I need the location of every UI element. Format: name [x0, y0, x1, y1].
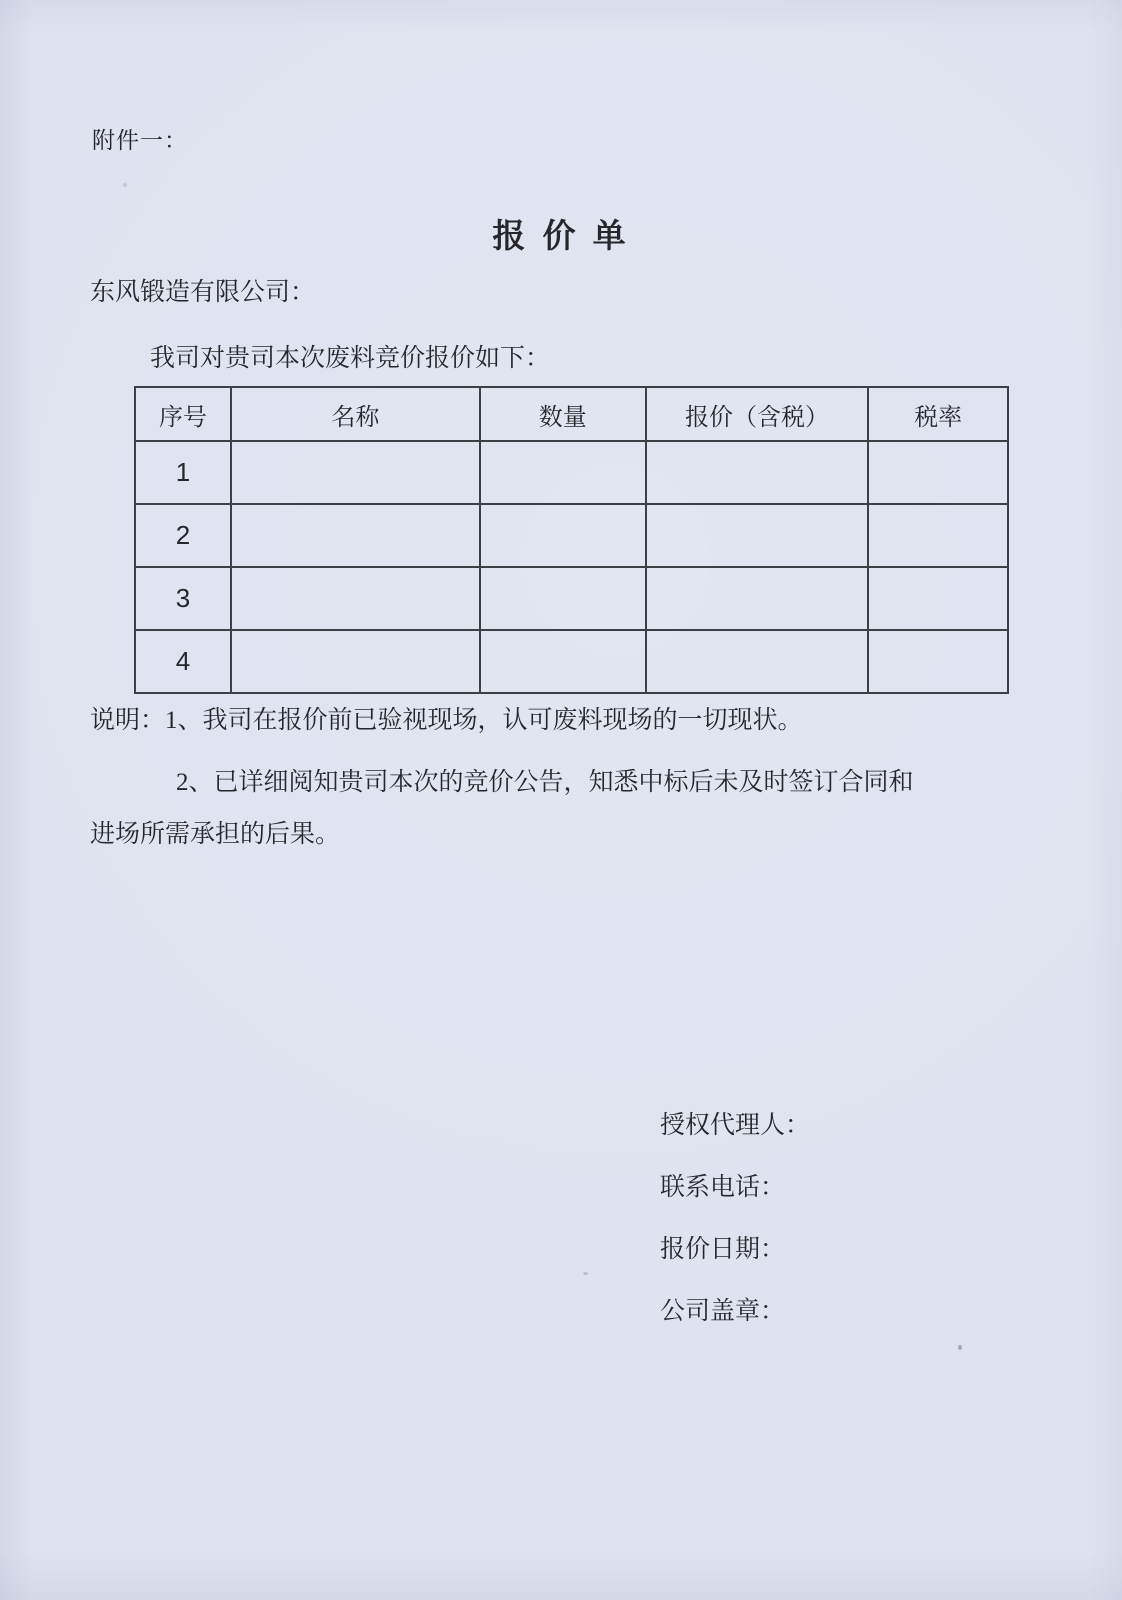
- quantity-cell: [480, 567, 646, 630]
- note-line-2: 2、已详细阅知贵司本次的竞价公告，知悉中标后未及时签订合同和: [176, 769, 914, 796]
- col-header-index: 序号: [135, 387, 231, 441]
- row-index-cell: 1: [135, 441, 231, 504]
- quantity-cell: [480, 630, 646, 693]
- name-cell: [231, 630, 480, 693]
- authorized-agent-label: 授权代理人：: [660, 1112, 811, 1139]
- note-line-3: 进场所需承担的后果。: [90, 821, 341, 848]
- col-header-quantity: 数量: [480, 387, 646, 441]
- company-seal-label: 公司盖章：: [660, 1298, 786, 1325]
- quantity-cell: [480, 504, 646, 567]
- tax-rate-cell: [868, 441, 1008, 504]
- page-title: 报 价 单: [492, 217, 630, 254]
- attachment-label: 附件一：: [92, 128, 188, 153]
- row-index-cell: 4: [135, 630, 231, 693]
- recipient-line: 东风锻造有限公司：: [90, 279, 316, 306]
- tax-rate-cell: [868, 630, 1008, 693]
- quotation-table: [134, 386, 1009, 694]
- price-cell: [646, 441, 869, 504]
- table-row: [135, 504, 1008, 567]
- name-cell: [231, 567, 480, 630]
- quantity-cell: [480, 441, 646, 504]
- tax-rate-cell: [868, 567, 1008, 630]
- quote-date-label: 报价日期：: [660, 1236, 786, 1263]
- table-row: [135, 630, 1008, 693]
- intro-line: 我司对贵司本次废料竞价报价如下：: [150, 345, 551, 372]
- row-index-cell: 2: [135, 504, 231, 567]
- price-cell: [646, 630, 869, 693]
- row-index-cell: 3: [135, 567, 231, 630]
- contact-phone-label: 联系电话：: [660, 1174, 786, 1201]
- col-header-price: 报价（含税）: [646, 387, 869, 441]
- note-line-1: 说明：1、我司在报价前已验视现场，认可废料现场的一切现状。: [90, 707, 803, 734]
- name-cell: [231, 504, 480, 567]
- signature-block: [660, 1110, 810, 1358]
- tax-rate-cell: [868, 504, 1008, 567]
- col-header-name: 名称: [231, 387, 480, 441]
- scan-speck: [583, 1272, 588, 1275]
- table-row: [135, 567, 1008, 630]
- scan-speck: [123, 183, 127, 187]
- name-cell: [231, 441, 480, 504]
- col-header-tax-rate: 税率: [868, 387, 1008, 441]
- scan-speck: [958, 1345, 962, 1350]
- table-row: [135, 441, 1008, 504]
- table-header-row: [135, 387, 1008, 441]
- price-cell: [646, 504, 869, 567]
- price-cell: [646, 567, 869, 630]
